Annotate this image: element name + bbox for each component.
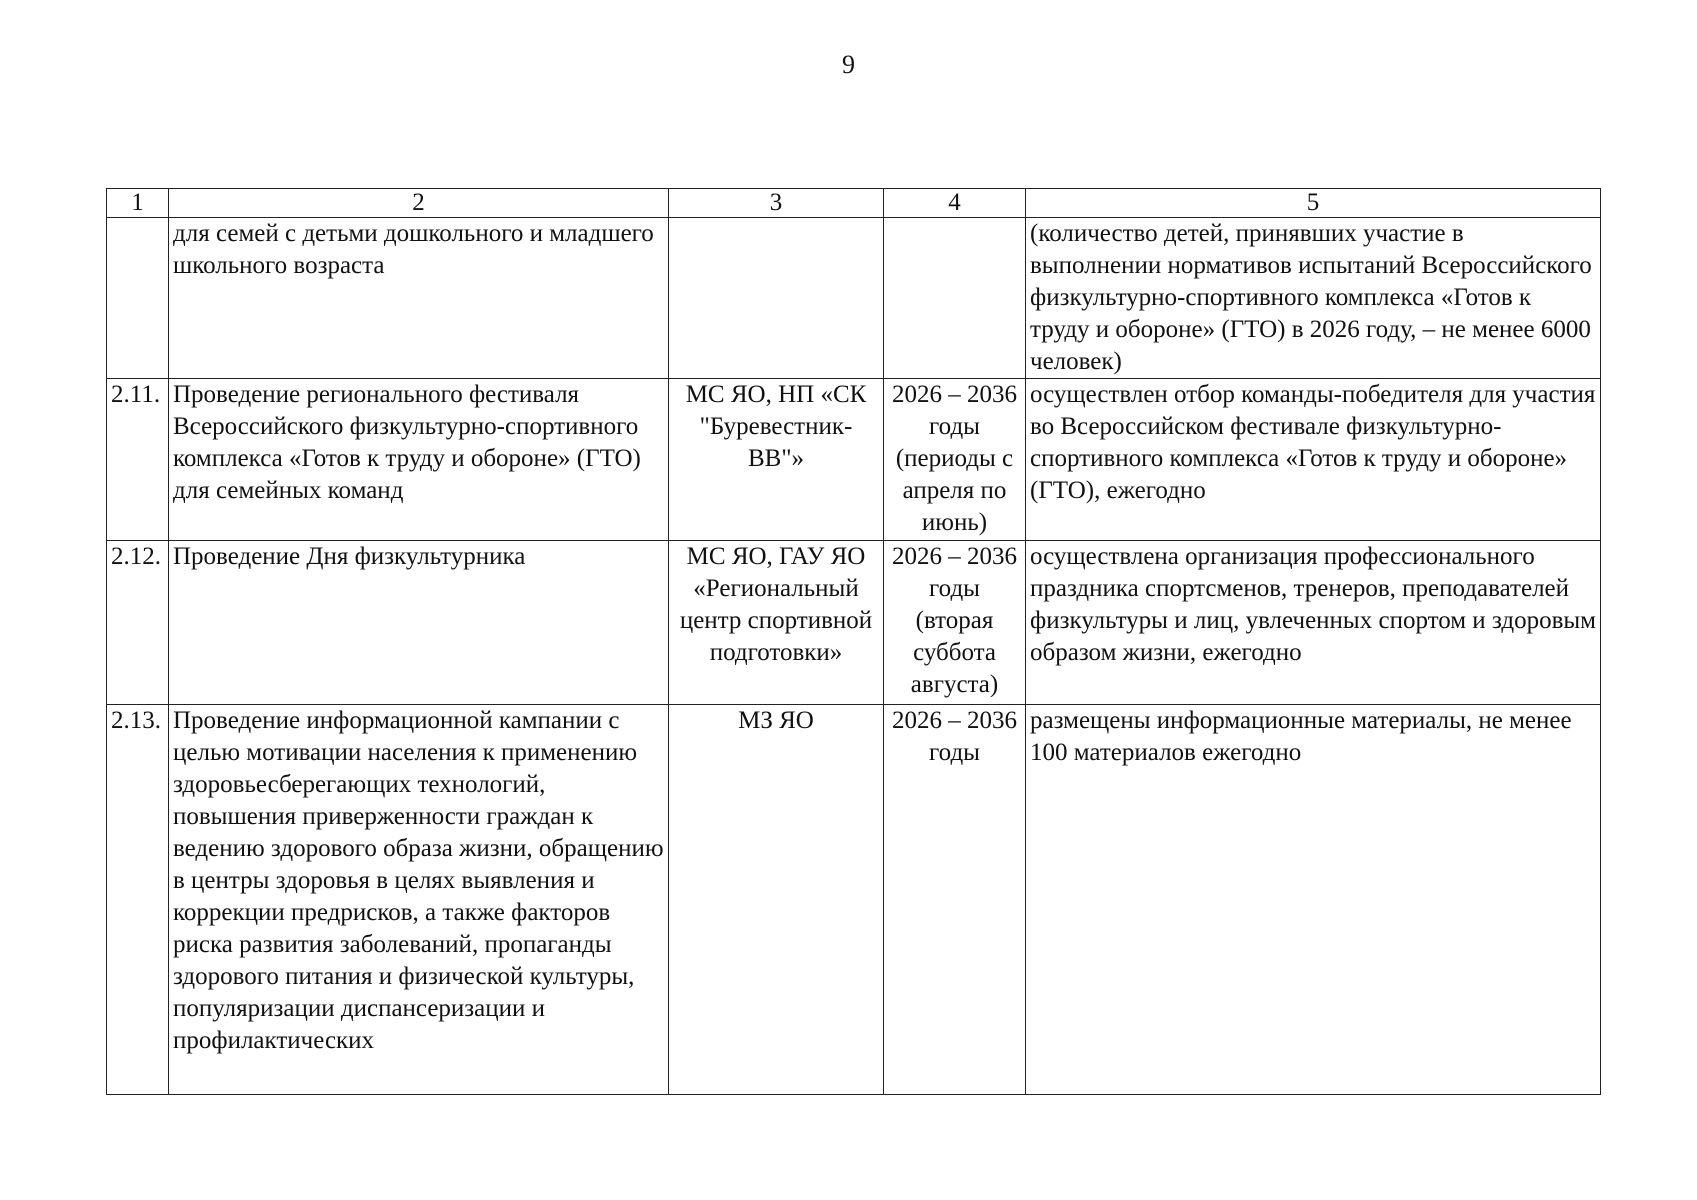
row-number: 2.13. xyxy=(107,705,169,1095)
result-cell: осуществлен отбор команды-победителя для участия во Всероссийском фестивале физкультурно-спортивного комплекса «Готов к труду и обороне» (ГТО), ежегодно xyxy=(1026,379,1601,541)
page-number: 9 xyxy=(842,50,855,79)
header-col-3: 3 xyxy=(669,189,884,218)
header-col-1: 1 xyxy=(107,189,169,218)
table-row xyxy=(107,705,1601,1095)
table-row xyxy=(107,218,1601,379)
result-cell: (количество детей, принявших участие в выполнении нормативов испытаний Всероссийского физкультурно-спортивного комплекса «Готов к труду и обороне» (ГТО) в 2026 году, – не менее 6000 человек) xyxy=(1026,218,1601,379)
header-col-2: 2 xyxy=(169,189,669,218)
period-cell: 2026 – 2036 годы (периоды с апреля по июнь) xyxy=(884,379,1026,541)
table-row xyxy=(107,379,1601,541)
event-cell: Проведение информационной кампании с целью мотивации населения к применению здоровьесберегающих технологий, повышения приверженности граждан к ведению здорового образа жизни, обращению в центры здоровья в целях выявления и коррекции предрисков, а также факторов риска развития заболеваний, пропаганды здорового питания и физической культуры, популяризации диспансеризации и профилактических xyxy=(169,705,669,1095)
result-cell: размещены информационные материалы, не менее 100 материалов ежегодно xyxy=(1026,705,1601,1095)
row-number: 2.12. xyxy=(107,541,169,705)
plan-table xyxy=(106,188,1601,1095)
table-row xyxy=(107,541,1601,705)
event-cell: для семей с детьми дошкольного и младшего школьного возраста xyxy=(169,218,669,379)
result-cell: осуществлена организация профессионального праздника спортсменов, тренеров, преподавателей физкультуры и лиц, увлеченных спортом и здоровым образом жизни, ежегодно xyxy=(1026,541,1601,705)
event-cell: Проведение регионального фестиваля Всероссийского физкультурно-спортивного комплекса «Готов к труду и обороне» (ГТО) для семейных команд xyxy=(169,379,669,541)
row-number: 2.11. xyxy=(107,379,169,541)
period-cell xyxy=(884,218,1026,379)
executor-cell: МЗ ЯО xyxy=(669,705,884,1095)
header-row xyxy=(107,189,1601,218)
period-cell: 2026 – 2036 годы (вторая суббота августа) xyxy=(884,541,1026,705)
period-cell: 2026 – 2036 годы xyxy=(884,705,1026,1095)
executor-cell xyxy=(669,218,884,379)
executor-cell: МС ЯО, ГАУ ЯО «Региональный центр спортивной подготовки» xyxy=(669,541,884,705)
header-col-5: 5 xyxy=(1026,189,1601,218)
header-col-4: 4 xyxy=(884,189,1026,218)
event-cell: Проведение Дня физкультурника xyxy=(169,541,669,705)
executor-cell: МС ЯО, НП «СК "Буревестник-ВВ"» xyxy=(669,379,884,541)
row-number xyxy=(107,218,169,379)
